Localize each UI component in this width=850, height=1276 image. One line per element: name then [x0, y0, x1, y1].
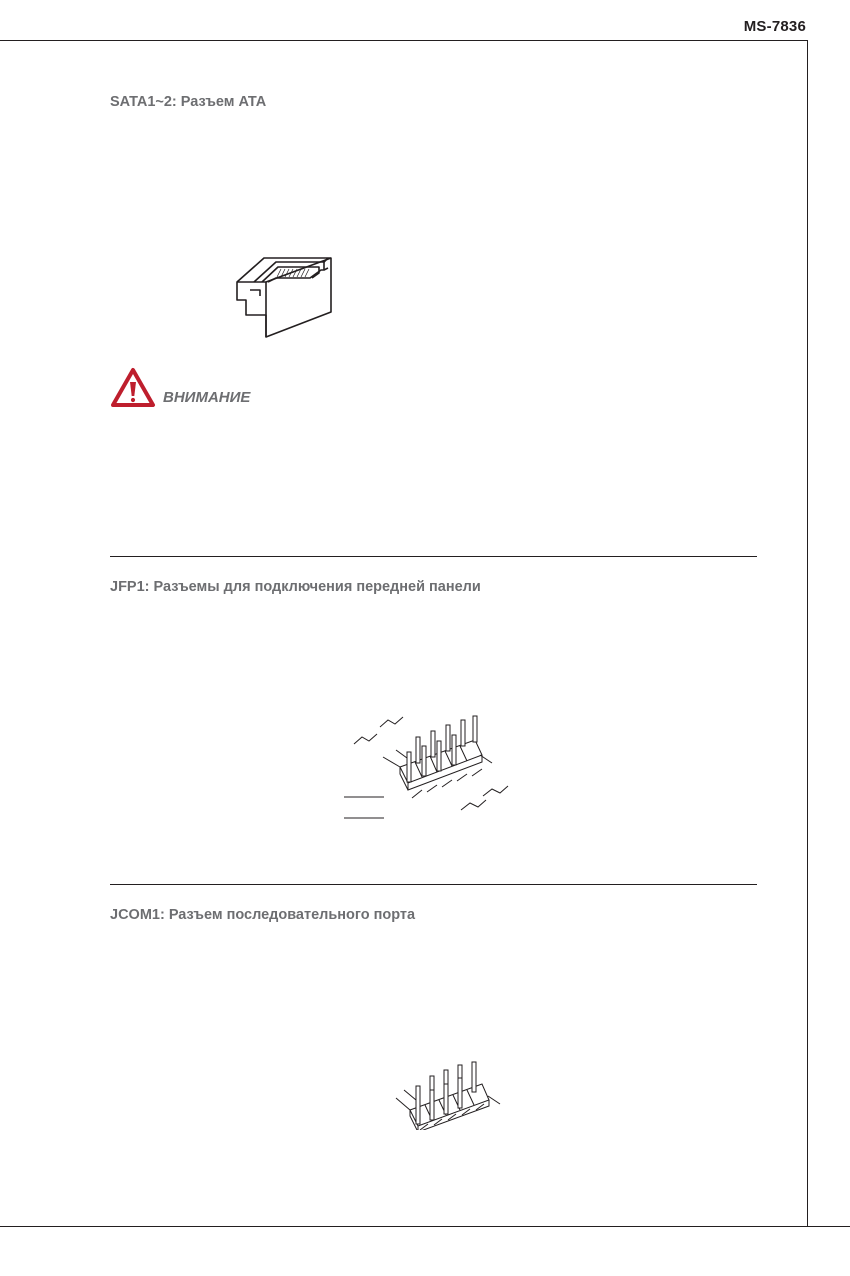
footer-rule	[0, 1226, 850, 1227]
jcom1-heading: JCOM1: Разъем последовательного порта	[110, 907, 416, 923]
section-divider	[110, 884, 757, 885]
header-rule	[0, 40, 807, 41]
model-number: MS-7836	[743, 18, 806, 35]
section-divider	[110, 556, 757, 557]
jfp1-header-illustration	[340, 700, 520, 830]
page-edge-rule	[807, 40, 808, 1226]
jfp1-heading: JFP1: Разъемы для подключения передней панели	[110, 579, 481, 595]
warning-label: ВНИМАНИЕ	[163, 389, 251, 406]
sata-connector-illustration	[236, 240, 336, 338]
sata-heading: SATA1~2: Разъем ATA	[110, 94, 267, 110]
warning-triangle-icon	[110, 367, 156, 409]
jcom1-header-illustration	[392, 1060, 512, 1130]
